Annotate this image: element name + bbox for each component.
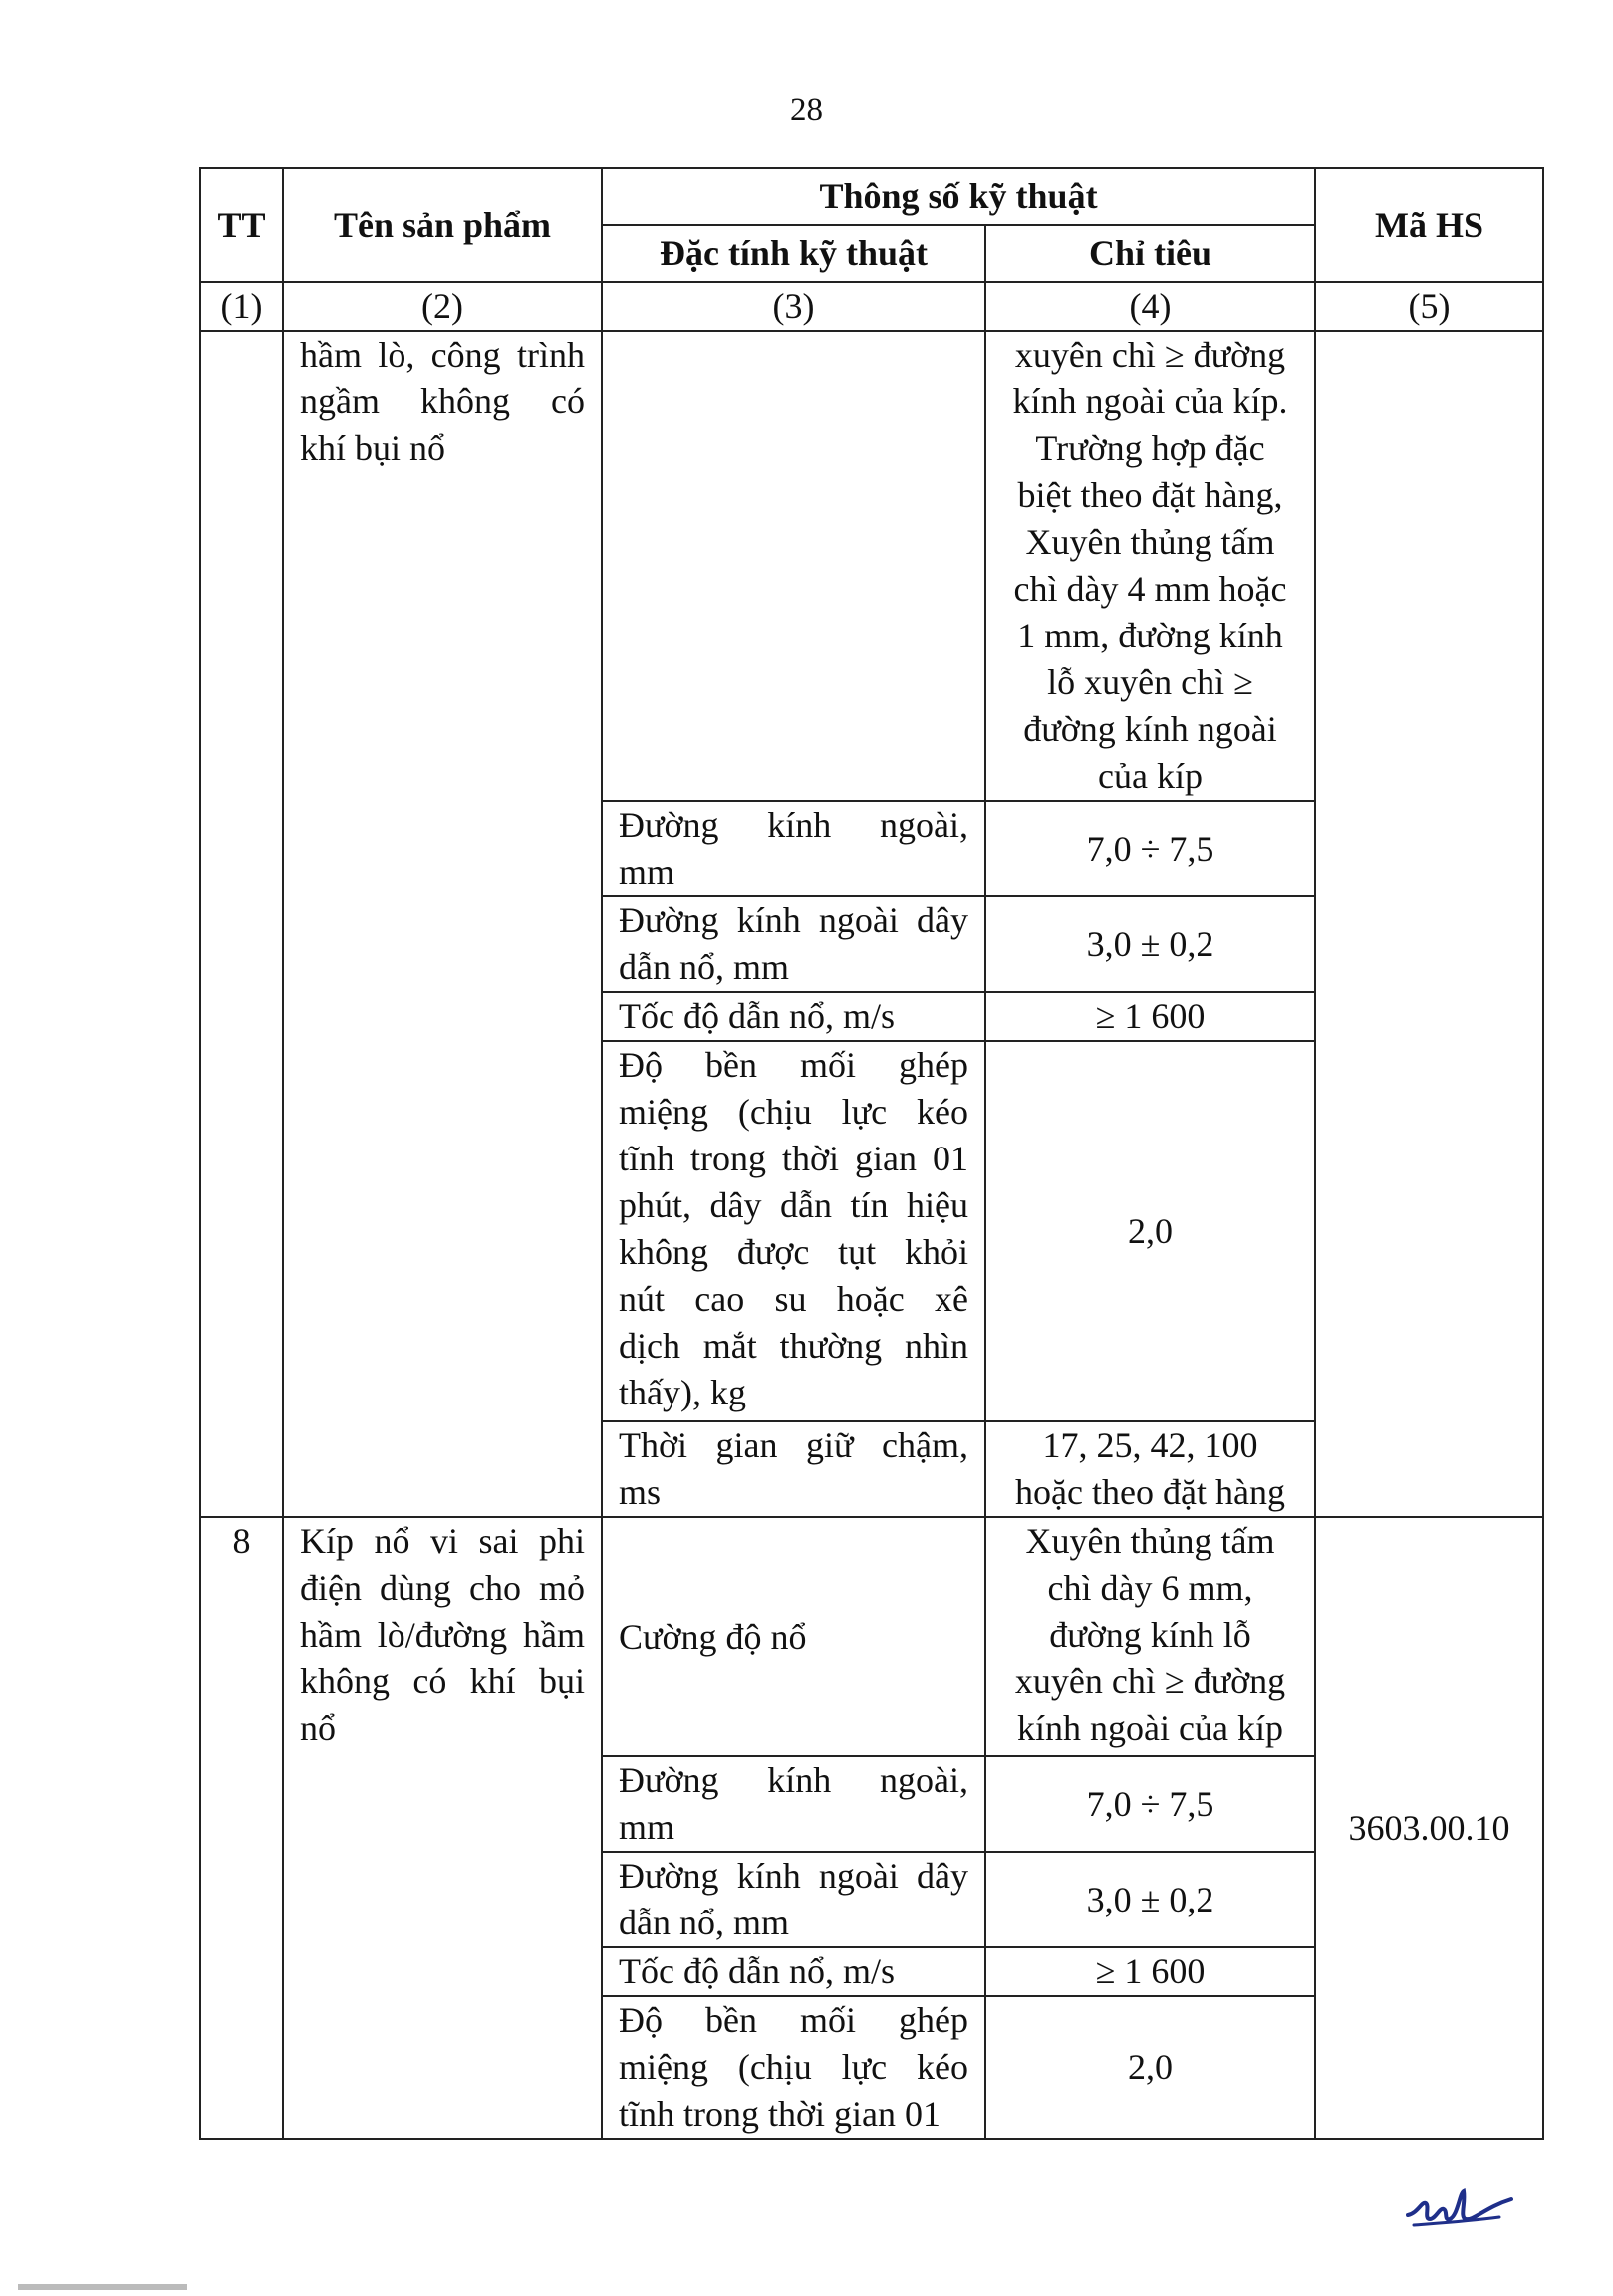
table-row <box>200 1517 1543 1756</box>
cell-value: 2,0 <box>985 1996 1315 2139</box>
product-line: hầm lò/đường hầm <box>300 1615 585 1655</box>
cell-tt: 8 <box>200 1517 283 2139</box>
value-line: xuyên chì ≥ đường <box>1014 1661 1286 1701</box>
feature-line: Tốc độ dẫn nổ, m/s <box>619 1951 895 1991</box>
feature-line: ms <box>619 1472 662 1512</box>
value-line: Trường hợp đặc <box>1035 428 1265 468</box>
header-feature: Đặc tính kỹ thuật <box>602 225 985 282</box>
value-line: 17, 25, 42, 100 <box>1042 1425 1258 1465</box>
feature-line: nút cao su hoặc xê <box>619 1279 968 1319</box>
feature-line: tĩnh trong thời gian 01 <box>619 2094 941 2134</box>
value-line: chì dày 6 mm, <box>1047 1568 1253 1608</box>
cell-value: ≥ 1 600 <box>985 992 1315 1041</box>
column-number-row <box>200 282 1543 331</box>
product-line: hầm lò, công trình <box>300 335 585 375</box>
product-line: nổ <box>300 1708 336 1748</box>
feature-line: dịch mắt thường nhìn <box>619 1326 968 1366</box>
cell-feature <box>602 1996 985 2139</box>
value-line: hoặc theo đặt hàng <box>1015 1472 1285 1512</box>
header-tt: TT <box>200 168 283 282</box>
feature-line: mm <box>619 852 675 892</box>
cell-feature: Cường độ nổ <box>602 1517 985 1756</box>
header-target: Chỉ tiêu <box>985 225 1315 282</box>
cell-value: 7,0 ÷ 7,5 <box>985 1756 1315 1852</box>
scan-edge-mark <box>18 2284 187 2290</box>
header-product: Tên sản phẩm <box>283 168 602 282</box>
cell-value <box>985 1421 1315 1517</box>
cell-product <box>283 1517 602 2139</box>
value-line: kính ngoài của kíp. <box>1012 382 1288 421</box>
value-line: chì dày 4 mm hoặc <box>1013 569 1287 609</box>
cell-feature <box>602 1852 985 1947</box>
product-line: điện dùng cho mỏ <box>300 1568 585 1608</box>
technical-spec-table <box>199 167 1544 2140</box>
value-line: kính ngoài của kíp <box>1017 1708 1283 1748</box>
cell-tt-empty <box>200 331 283 1517</box>
cell-value: ≥ 1 600 <box>985 1947 1315 1996</box>
cell-feature <box>602 1041 985 1421</box>
initials-signature-icon <box>1400 2173 1519 2243</box>
feature-line: Độ bền mối ghép <box>619 2000 968 2040</box>
table-row <box>200 331 1543 801</box>
product-line: ngầm không có <box>300 382 585 421</box>
col-number: (4) <box>985 282 1315 331</box>
feature-line: Đường kính ngoài, <box>619 805 968 845</box>
feature-line: Thời gian giữ chậm, <box>619 1425 968 1465</box>
cell-strength-value <box>985 331 1315 801</box>
value-line: Xuyên thủng tấm <box>1025 1521 1275 1561</box>
cell-hs-code: 3603.00.10 <box>1315 1517 1543 2139</box>
value-line: Xuyên thủng tấm <box>1025 522 1275 562</box>
col-number: (2) <box>283 282 602 331</box>
cell-value: 3,0 ± 0,2 <box>985 1852 1315 1947</box>
cell-product-cont <box>283 331 602 1517</box>
value-line: lỗ xuyên chì ≥ <box>1047 662 1253 702</box>
feature-line: Đường kính ngoài dây <box>619 1856 968 1896</box>
cell-value: 2,0 <box>985 1041 1315 1421</box>
product-line: khí bụi nổ <box>300 428 446 468</box>
value-line: đường kính ngoài <box>1023 709 1277 749</box>
page-number: 28 <box>790 92 823 128</box>
feature-line: mm <box>619 1807 675 1847</box>
col-number: (5) <box>1315 282 1543 331</box>
feature-line: phút, dây dẫn tín hiệu <box>619 1185 968 1225</box>
product-line: Kíp nổ vi sai phi <box>300 1521 585 1561</box>
value-line: đường kính lỗ <box>1049 1615 1251 1655</box>
feature-line: Độ bền mối ghép <box>619 1045 968 1085</box>
value-line: xuyên chì ≥ đường <box>1014 335 1286 375</box>
product-line: không có khí bụi <box>300 1661 585 1701</box>
cell-feature <box>602 801 985 896</box>
value-line: biệt theo đặt hàng, <box>1017 475 1283 515</box>
cell-hs-empty <box>1315 331 1543 1517</box>
feature-line: thấy), kg <box>619 1373 746 1412</box>
feature-line: miệng (chịu lực kéo <box>619 2047 968 2087</box>
feature-line: dẫn nổ, mm <box>619 1903 789 1942</box>
col-number: (3) <box>602 282 985 331</box>
feature-line: tĩnh trong thời gian 01 <box>619 1139 968 1178</box>
cell-feature <box>602 1421 985 1517</box>
cell-value: 7,0 ÷ 7,5 <box>985 801 1315 896</box>
feature-line: Đường kính ngoài, <box>619 1760 968 1800</box>
cell-feature <box>602 1756 985 1852</box>
feature-line: Đường kính ngoài dây <box>619 900 968 940</box>
cell-feature <box>602 992 985 1041</box>
col-number: (1) <box>200 282 283 331</box>
cell-feature <box>602 896 985 992</box>
value-line: 1 mm, đường kính <box>1017 616 1283 655</box>
header-spec-group: Thông số kỹ thuật <box>602 168 1315 225</box>
cell-value: 3,0 ± 0,2 <box>985 896 1315 992</box>
feature-line: dẫn nổ, mm <box>619 947 789 987</box>
cell-strength-value <box>985 1517 1315 1756</box>
feature-line: Tốc độ dẫn nổ, m/s <box>619 996 895 1036</box>
cell-feature-empty <box>602 331 985 801</box>
value-line: của kíp <box>1098 756 1203 796</box>
header-hs: Mã HS <box>1315 168 1543 282</box>
feature-line: miệng (chịu lực kéo <box>619 1092 968 1132</box>
cell-feature <box>602 1947 985 1996</box>
feature-line: không được tụt khỏi <box>619 1232 968 1272</box>
